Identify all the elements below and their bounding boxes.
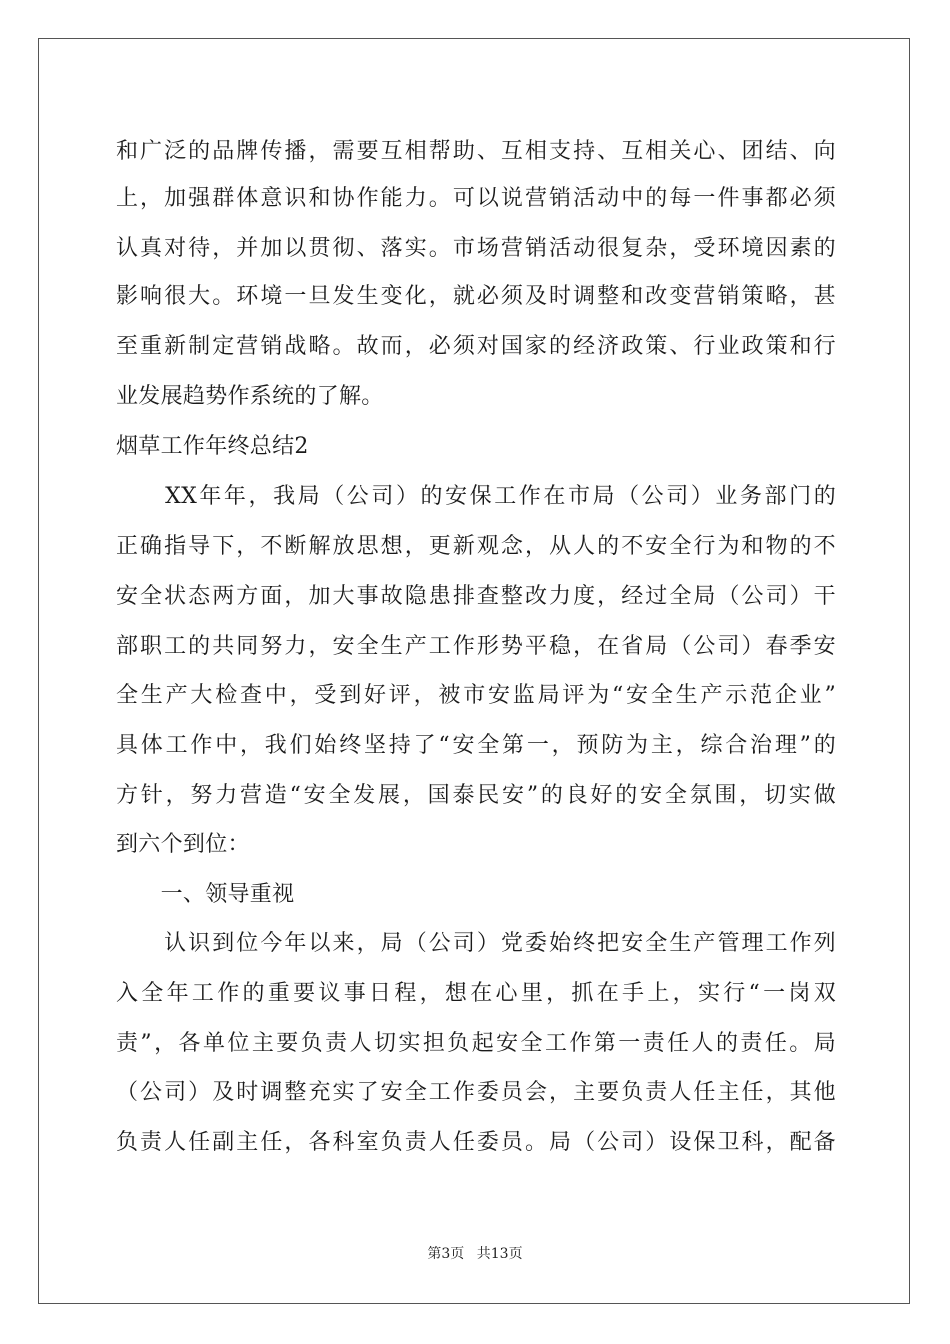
- text-line: 安全状态两方面，加大事故隐患排查整改力度，经过全局（公司）干: [116, 584, 836, 609]
- text-line: 部职工的共同努力，安全生产工作形势平稳，在省局（公司）春季安: [116, 634, 836, 659]
- text-line: （公司）及时调整充实了安全工作委员会，主要负责人任主任，其他: [116, 1080, 836, 1105]
- text-line: 责”，各单位主要负责人切实担负起安全工作第一责任人的责任。局: [116, 1031, 836, 1056]
- subsection-heading: 一、领导重视: [116, 882, 295, 907]
- text-line: 方针，努力营造“安全发展，国泰民安”的良好的安全氛围，切实做: [116, 783, 836, 808]
- page-border: [38, 38, 910, 1304]
- text-line: 到六个到位：: [116, 832, 250, 857]
- page-total: 共13页: [476, 1246, 523, 1262]
- text-line: 业发展趋势作系统的了解。: [116, 384, 384, 409]
- page-number: 第3页: [427, 1246, 465, 1262]
- text-line: 和广泛的品牌传播，需要互相帮助、互相支持、互相关心、团结、向: [116, 139, 836, 164]
- text-line: 全生产大检查中，受到好评，被市安监局评为“安全生产示范企业”: [116, 683, 836, 708]
- text-line: 上，加强群体意识和协作能力。可以说营销活动中的每一件事都必须: [116, 186, 836, 211]
- page-footer: [0, 1245, 950, 1263]
- section-heading: 烟草工作年终总结2: [116, 434, 309, 459]
- text-line: 认真对待，并加以贯彻、落实。市场营销活动很复杂，受环境因素的: [116, 236, 836, 261]
- text-line: 具体工作中，我们始终坚持了“安全第一，预防为主，综合治理”的: [116, 733, 836, 758]
- text-line: 至重新制定营销战略。故而，必须对国家的经济政策、行业政策和行: [116, 334, 836, 359]
- text-line: 认识到位今年以来，局（公司）党委始终把安全生产管理工作列: [116, 931, 836, 956]
- text-line: 负责人任副主任，各科室负责人任委员。局（公司）设保卫科，配备: [116, 1130, 836, 1155]
- text-line: 影响很大。环境一旦发生变化，就必须及时调整和改变营销策略，甚: [116, 284, 836, 309]
- text-line: 正确指导下，不断解放思想，更新观念，从人的不安全行为和物的不: [116, 534, 836, 559]
- text-line: XX年年，我局（公司）的安保工作在市局（公司）业务部门的: [116, 484, 836, 509]
- text-line: 入全年工作的重要议事日程，想在心里，抓在手上，实行“一岗双: [116, 981, 836, 1006]
